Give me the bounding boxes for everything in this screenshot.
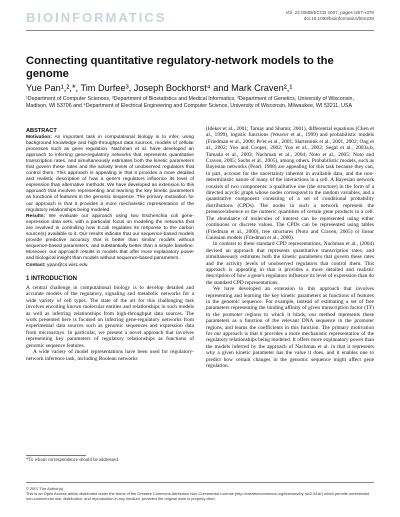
introduction-heading: 1 INTRODUCTION xyxy=(26,276,77,283)
contact-label: Contact: xyxy=(26,262,46,268)
motivation-text: An important task in computational biology is to infer, using background knowledge and high-throughput data sources, models of cellular processes such as gene regulation. Nachman et al. have developed an approach to inferring gene-regulatory networks that represents quantitative transcription rates, and simultaneously estimates both the kinetic parameters that govern these rates and the activity levels of unobserved regulators that control them. This approach is appealing in that it provides a more detailed and realistic description of how a gene's regulators influence its level of expression than alternative methods. We have developed an extension to this approach that involves representing and learning the key kinetic parameters as functions of features in the genomic sequence. The primary motivation for our approach is that it provides a more mechanistic representation of the regulatory relationships being modeled. xyxy=(26,135,194,213)
right-paragraph-2: In contrast to these standard CPD representations, Nachman et al., (2004) devised an approach that represents quantitative transcription rates, and simultaneously estimates both the kinetic parameters that govern these rates and the activity levels of unobserved regulators that control them. This approach is appealing in that it provides a more detailed and realistic description of how a gene's regulators influence its level of expression than do the standard CPD representations. xyxy=(206,241,374,286)
affiliations: ¹Department of Computer Sciences, ²Department of Biostatistics and Medical Informatics, ³Department of Genetics, University of Wisconsin, Madison, WI 53706 and ⁴Department of Electrical Engineering and Computer Science, University of Wisconsin, Milwaukee, WI 53211, USA xyxy=(26,96,354,109)
journal-name: BIOINFORMATICS xyxy=(26,10,167,25)
right-column xyxy=(206,126,374,369)
results-text: We evaluate our approach using two Escherichia coli gene-expression data sets, with a particular focus on modeling the networks that are involved in controlling how E.coli regulates its response to the carbon source(s) available to it. Our results indicate that our sequence-based models provide predictive accuracy that is better than similar models without sequence-based parameters, and substantially better than a simple baseline. Moreover, our approach results in models that offer more explanatory power and biological insight than models without sequence-based parameters. xyxy=(26,214,194,262)
author-list: Yue Pan¹,²,*, Tim Durfee³, Joseph Bockhorst⁴ and Mark Craven²,¹ xyxy=(26,83,293,93)
header-rule xyxy=(26,30,374,31)
copyright-rule xyxy=(26,482,374,483)
right-paragraph-3: We have developed an extension to this approach that involves representing and learning the key kinetic parameters as functions of features in the genomic sequence. For example, instead of estimating a set of free parameters representing the binding affinity of given transcription factor (TF) to the promoter regions to which it binds, our method represents these parameters as a function of the relevant DNA sequence in the promoter regions, and learns the coefficients in this function. The primary motivation for our approach is that it provides a more mechanistic representation of the regulatory relationships being modeled. It offers more explanatory power than the models inferred by the approach of Nachman et al. in that it represents why a given kinetic parameter has the value it does, and it enables one to predict how certain changes in the genomic sequence might affect gene regulation. xyxy=(206,286,374,370)
abstract-contact xyxy=(26,263,194,269)
results-label: Results: xyxy=(26,214,46,220)
abstract-results xyxy=(26,214,194,262)
intro-paragraph-2: A wide variety of model representations have been used for regulatory-network inference task, including Boolean networks xyxy=(26,349,194,362)
motivation-label: Motivation: xyxy=(26,135,52,140)
abstract-motivation xyxy=(26,135,194,214)
paper-title: Connecting quantitative regulatory-network models to the genome xyxy=(26,55,334,80)
copyright-notice: © 2007 The Author(s) This is an Open Access article distributed under the terms of the Creative Commons Attribution Non-Commercial License (http://creativecommons.org/licenses/by-nc/2.0/uk/) which permits unrestricted non-commercial use, distribution, and reproduction in any medium, provided the original work is properly cited. xyxy=(26,486,370,501)
journal-info xyxy=(286,10,374,22)
doi-line: doi:10.1093/bioinformatics/btm228 xyxy=(303,16,374,21)
abstract xyxy=(26,128,194,269)
correspondence-footnote: *To whom correspondence should be addressed. xyxy=(26,458,119,463)
left-column xyxy=(26,128,194,362)
volume-line: Vol. 23 ISMB/ECCB 2007, pages i367–i376 xyxy=(285,10,374,15)
footnote-rule xyxy=(26,455,86,456)
contact-email[interactable]: ypan@cs.wisc.edu xyxy=(47,262,88,268)
right-paragraph-1: (Ideker et al., 2001; Tamay and Shamir, 2001), differential equations (Chen et al., 1999), logistic functions (Weaver et al., 1999) and probabilistic models (Friedman et al., 2000; Pe'er et al., 2001; Hartemink et al., 2001, 2002; Ong et al., 2002; Yoo and Cooper, 2002; Yoo et al., 2002; Segal et al., 2003a,b, Tamada et al., 2003; Nachman et al., 2004; Noto et al., 2005; Noto and Craven, 2005; Sachs et al., 2005), among others. Probabilistic models, such as Bayesian networks (Pearl, 1988) are appealing for this task because they can, in part, account for the uncertainty inherent in available data, and the non-deterministic nature of many of the interactions in a cell. A Bayesian network consists of two components: a qualitative one (the structure) in the form of a directed acyclic graph whose nodes correspond to the random variables, and a quantitative component consisting of a set of conditional probability distributions (CPDs). The nodes in such a network represent the presence/absence or the numeric quantities of certain gene products in a cell. The abundance of molecules of interest can be represented using either continuous or discrete values. The CPDs can be represented using tables (Friedman et al., 2000), tree structures (Noto and Craven, 2005) or linear Gaussian models (Friedman et al., 2000). xyxy=(206,126,374,241)
abstract-heading: ABSTRACT xyxy=(26,128,57,134)
intro-paragraph-1: A central challenge in computational biology is to develop detailed and accurate models of the regulatory, signaling and metabolic networks for a wide variety of cell types. The state of the art for this challenging task involves encoding known molecular entities and relationships in such models as well as inferring relationships from high-throughput data sources. The work presented here is focused on inferring gene-regulatory networks from experimental data sources such as genomic sequences and expression data from microarrays. In particular, we present a novel approach that involves representing key parameters of regulatory relationships as functions of genomic sequence features. xyxy=(26,285,194,349)
